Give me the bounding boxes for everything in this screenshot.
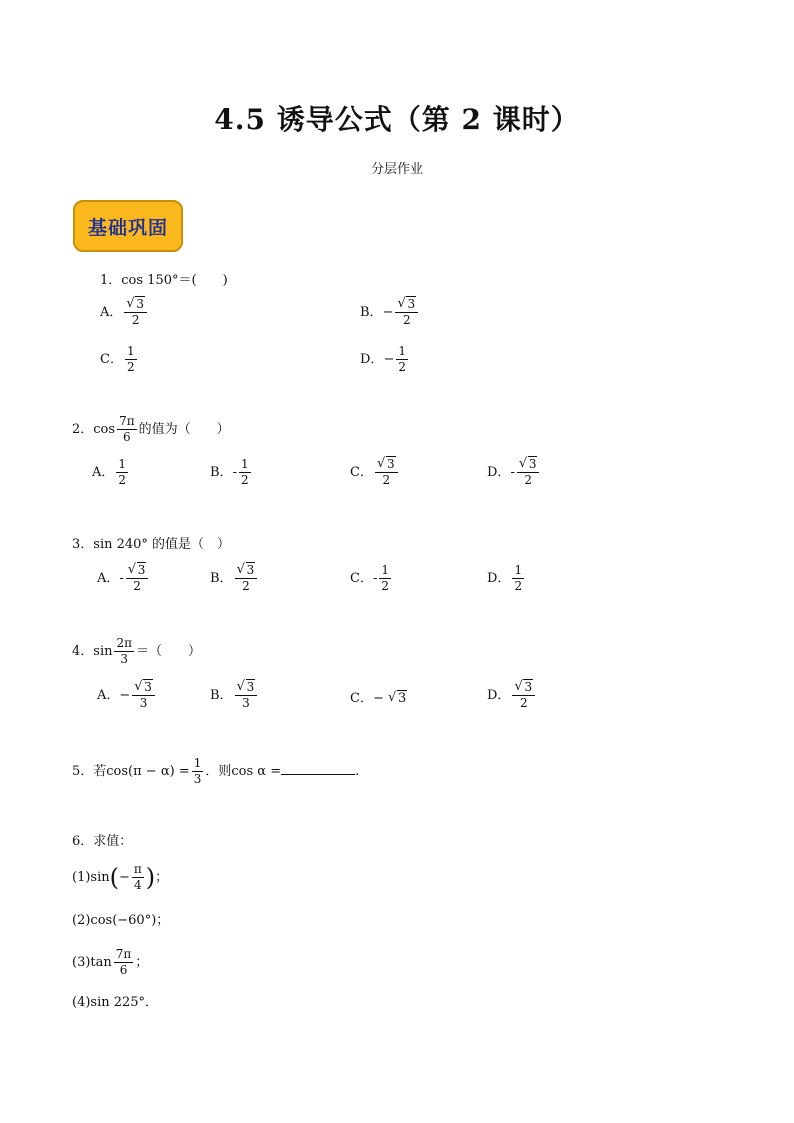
q3-a-num: 3 [137,563,146,577]
q1-c-fraction [125,345,137,374]
q4-c-label: C． [350,691,373,706]
q4-num: 2π [116,636,133,650]
q4-b-fraction [235,681,258,710]
q3-a-fraction [126,564,149,593]
q4-stem [72,637,201,666]
q3-stem: 3．sin 240° 的值是（ ） [72,537,231,552]
q4-b-den: 3 [242,696,250,710]
q3-d-label: D． [487,571,511,586]
q5-end: . [355,764,360,779]
q2-suffix: 的值为（ ） [138,422,230,437]
q4-option-c [350,691,407,707]
q6-part-3 [72,948,148,977]
q6-p3-num: 7π [115,947,132,961]
q6-p3-label: (3)tan [72,955,112,970]
q1-d-num: 1 [398,344,406,358]
q2-option-b [210,458,253,487]
q1-c-num: 1 [126,344,135,358]
q4-option-a [97,681,157,710]
q6-part-1 [72,863,168,892]
q6-p1-sign: − [119,870,130,885]
q5-prefix: 5．若 [72,764,107,779]
q4-suffix: ＝（ ） [136,644,202,659]
q1-d-fraction [396,345,408,374]
q2-c-den: 2 [382,473,391,487]
q6-p1-close-paren: ) [145,863,156,892]
q6-p1-den: 4 [134,878,142,892]
q2-a-fraction [116,458,128,487]
q2-d-num: 3 [528,457,537,471]
q2-option-a [92,458,130,487]
q5-answer-blank[interactable] [281,762,355,775]
q2-b-num: 1 [240,457,249,471]
q6-p3-fraction [114,948,134,977]
section-badge-label: 基础巩固 [87,216,168,239]
q3-option-a [97,564,150,593]
q1-b-fraction [395,298,418,327]
q3-a-sign: - [119,571,124,586]
q6-p1-open-paren: ( [109,863,119,892]
q2-option-c [350,458,400,487]
q1-a-fraction [124,298,147,327]
q3-c-label: C． [350,571,373,586]
q6-p1-label: (1)sin [72,870,110,885]
q4-d-fraction [512,681,535,710]
q6-part-2: (2)cos(−60°)； [72,913,170,928]
q3-c-den: 2 [381,579,389,593]
q3-b-fraction [235,564,258,593]
q1-option-d [360,345,410,374]
q3-d-den: 2 [514,579,523,593]
q3-d-fraction [512,564,524,593]
q4-option-d [487,681,537,710]
q2-d-fraction [517,458,540,487]
q1-b-sign: − [382,305,394,320]
q1-option-b [360,298,420,327]
q4-a-label: A． [97,688,120,703]
q4-d-num: 3 [524,680,533,694]
q1-a-den: 2 [131,313,140,327]
q5-fraction [192,757,204,786]
q4-option-b [210,681,259,710]
q1-stem: 1．cos 150°＝( ) [100,273,228,288]
q4-b-label: B． [210,688,233,703]
q4-a-fraction [132,681,155,710]
q3-b-label: B． [210,571,233,586]
q4-a-num: 3 [144,680,152,694]
q4-b-num: 3 [246,680,255,694]
q2-b-fraction [239,458,251,487]
q2-den: 6 [123,430,131,444]
q2-c-label: C． [350,465,373,480]
q6-p3-den: 6 [119,963,128,977]
q6-p1-fraction [132,863,144,892]
q6-p3-end: ； [135,955,149,970]
q3-option-c [350,564,393,593]
q5-mid: ．则 [205,764,232,779]
q2-prefix: 2．cos [72,422,116,437]
q1-a-label: A． [100,305,123,320]
q2-d-sign: - [510,465,515,480]
q2-c-fraction [375,458,398,487]
q6-stem: 6．求值： [72,834,133,849]
q3-a-den: 2 [133,579,141,593]
q4-c-rad: 3 [398,691,407,706]
q1-b-label: B． [360,305,383,320]
q2-a-num: 1 [118,457,127,471]
page-title: 4.5 诱导公式（第 2 课时） [214,103,580,136]
q4-prefix: 4．sin [72,644,113,659]
q4-a-den: 3 [139,696,148,710]
q5-num: 1 [193,756,202,770]
q3-b-num: 3 [246,563,255,577]
q2-num: 7π [119,414,135,428]
page-subtitle: 分层作业 [370,162,423,177]
section-badge [73,200,183,252]
q1-d-sign: − [383,352,395,367]
q1-d-den: 2 [398,360,406,374]
q2-b-den: 2 [240,473,249,487]
q4-a-sign: − [119,688,131,703]
q1-c-den: 2 [126,360,135,374]
q3-c-num: 1 [381,563,389,577]
q2-d-den: 2 [524,473,532,487]
q3-c-fraction [379,564,391,593]
q4-d-den: 2 [519,696,528,710]
q2-option-d [487,458,541,487]
q2-d-label: D． [487,465,511,480]
q4-den: 3 [120,652,129,666]
q1-option-a [100,298,149,327]
q3-option-d [487,564,526,593]
q2-c-num: 3 [386,457,395,471]
q5-expr2: cos α = [231,764,282,779]
q6-part-4: (4)sin 225°． [72,995,159,1010]
q2-stem [72,415,230,444]
q5-expr: cos(π − α) = [106,764,190,779]
q1-a-num: 3 [136,297,145,311]
q5-den: 3 [193,772,202,786]
q4-fraction [114,637,134,666]
q2-b-label: B． [210,465,233,480]
q2-a-den: 2 [118,473,127,487]
q3-c-sign: - [372,571,378,586]
q2-fraction [117,415,137,444]
q5-stem [72,757,359,786]
q3-option-b [210,564,259,593]
q6-p1-end: ； [155,870,169,885]
q4-c-sign: − [372,691,384,706]
q2-b-sign: - [232,465,237,480]
q1-option-c [100,345,139,374]
q3-a-label: A． [97,571,120,586]
q4-d-label: D． [487,688,511,703]
q4-c-sqrt [388,691,407,707]
q3-d-num: 1 [514,563,523,577]
q3-b-den: 2 [242,579,250,593]
q1-b-num: 3 [407,297,416,311]
q1-d-label: D． [360,352,384,367]
q2-a-label: A． [92,465,115,480]
q1-c-label: C． [100,352,123,367]
q6-p1-num: π [133,862,142,876]
q1-b-den: 2 [402,313,411,327]
